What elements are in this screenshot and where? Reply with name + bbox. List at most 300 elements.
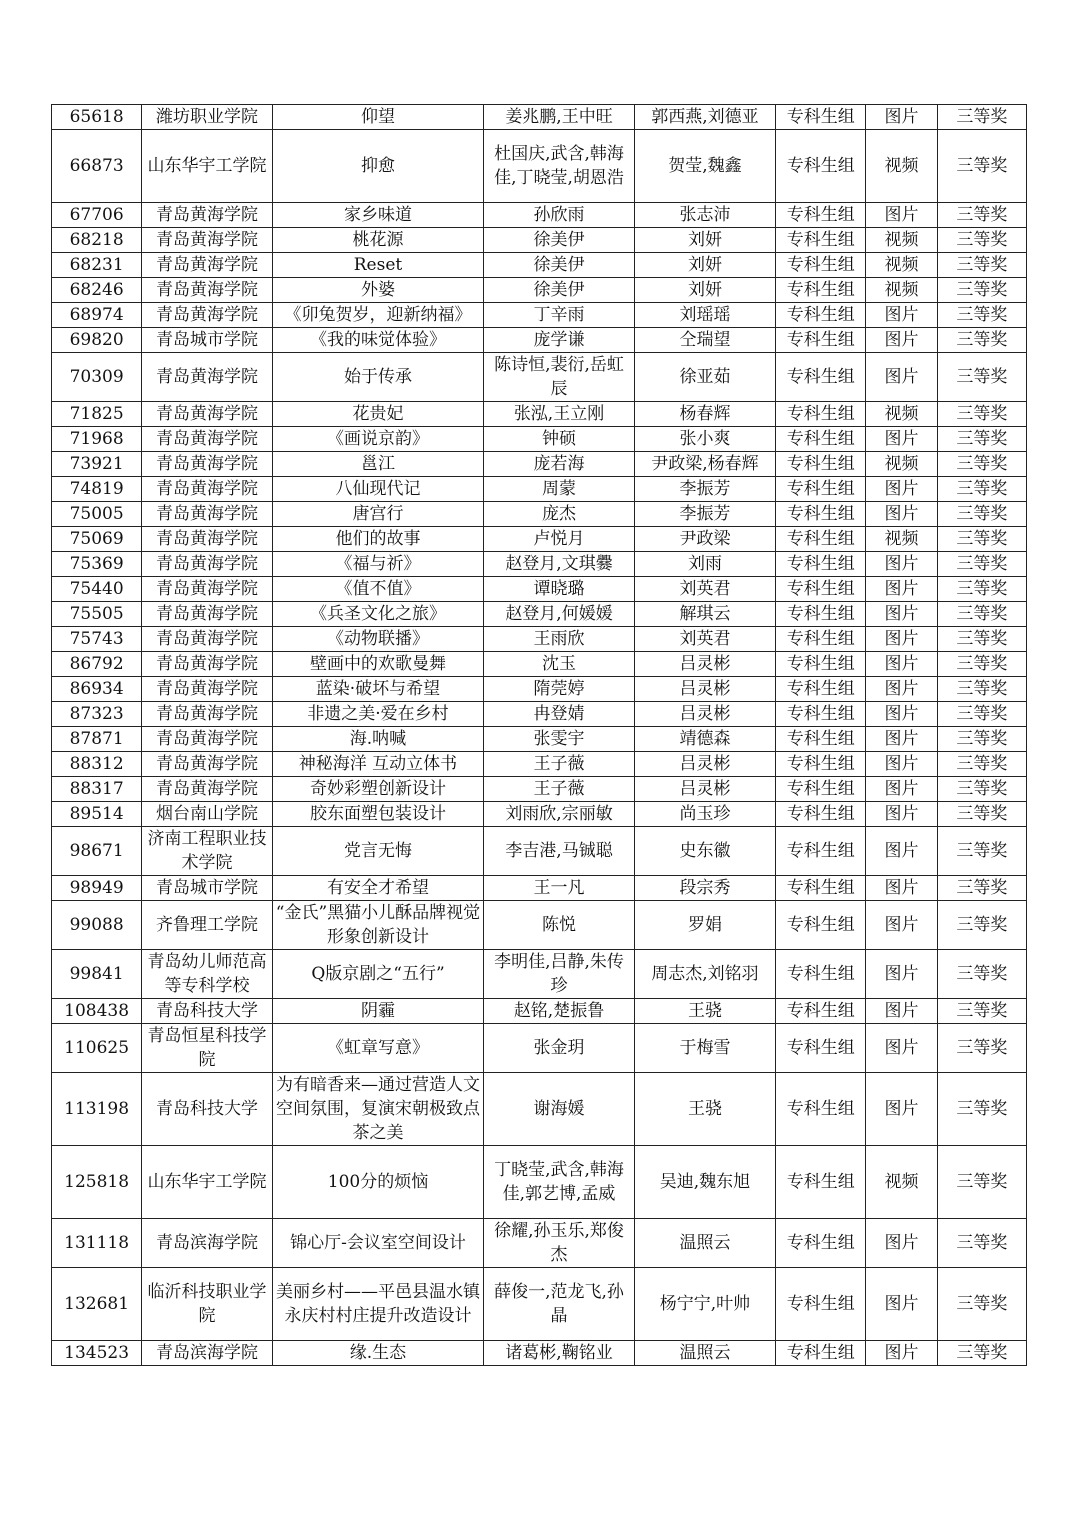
cell-authors: 谢海媛 (484, 1073, 634, 1146)
cell-advisors: 段宗秀 (634, 876, 775, 901)
table-row (52, 105, 1027, 130)
table-row (52, 1341, 1027, 1366)
cell-group: 专科生组 (776, 802, 866, 827)
table-row (52, 727, 1027, 752)
cell-entry-id: 75069 (52, 527, 142, 552)
table-row (52, 527, 1027, 552)
cell-group: 专科生组 (776, 477, 866, 502)
cell-award: 三等奖 (937, 1073, 1026, 1146)
cell-entry-id: 125818 (52, 1146, 142, 1219)
cell-school: 青岛黄海学院 (142, 702, 272, 727)
cell-group: 专科生组 (776, 1219, 866, 1268)
cell-award: 三等奖 (937, 652, 1026, 677)
cell-entry-id: 74819 (52, 477, 142, 502)
cell-authors: 周蒙 (484, 477, 634, 502)
cell-school: 临沂科技职业学院 (142, 1268, 272, 1341)
cell-advisors: 杨春辉 (634, 402, 775, 427)
cell-award: 三等奖 (937, 502, 1026, 527)
cell-category: 图片 (866, 577, 937, 602)
cell-advisors: 仝瑞望 (634, 328, 775, 353)
cell-award: 三等奖 (937, 876, 1026, 901)
cell-award: 三等奖 (937, 727, 1026, 752)
cell-work-title: 胶东面塑包装设计 (272, 802, 484, 827)
table-row (52, 677, 1027, 702)
cell-award: 三等奖 (937, 353, 1026, 402)
cell-advisors: 刘英君 (634, 577, 775, 602)
cell-advisors: 吕灵彬 (634, 752, 775, 777)
cell-work-title: 邕江 (272, 452, 484, 477)
cell-work-title: 海.呐喊 (272, 727, 484, 752)
cell-entry-id: 108438 (52, 999, 142, 1024)
cell-entry-id: 70309 (52, 353, 142, 402)
cell-category: 视频 (866, 527, 937, 552)
cell-authors: 姜兆鹏,王中旺 (484, 105, 634, 130)
cell-award: 三等奖 (937, 827, 1026, 876)
cell-award: 三等奖 (937, 1146, 1026, 1219)
table-row (52, 353, 1027, 402)
cell-work-title: 《福与祈》 (272, 552, 484, 577)
cell-award: 三等奖 (937, 203, 1026, 228)
cell-entry-id: 87871 (52, 727, 142, 752)
cell-category: 图片 (866, 876, 937, 901)
cell-advisors: 刘妍 (634, 228, 775, 253)
cell-group: 专科生组 (776, 652, 866, 677)
cell-school: 青岛黄海学院 (142, 502, 272, 527)
cell-school: 青岛黄海学院 (142, 303, 272, 328)
cell-award: 三等奖 (937, 130, 1026, 203)
cell-authors: 赵登月,文琪爨 (484, 552, 634, 577)
table-row (52, 427, 1027, 452)
cell-work-title: 仰望 (272, 105, 484, 130)
cell-school: 青岛黄海学院 (142, 527, 272, 552)
cell-award: 三等奖 (937, 752, 1026, 777)
cell-award: 三等奖 (937, 901, 1026, 950)
cell-work-title: 奇妙彩塑创新设计 (272, 777, 484, 802)
cell-work-title: 外婆 (272, 278, 484, 303)
cell-entry-id: 68246 (52, 278, 142, 303)
cell-school: 齐鲁理工学院 (142, 901, 272, 950)
cell-school: 青岛黄海学院 (142, 652, 272, 677)
cell-advisors: 尹政梁 (634, 527, 775, 552)
table-row (52, 1268, 1027, 1341)
cell-authors: 王雨欣 (484, 627, 634, 652)
cell-entry-id: 113198 (52, 1073, 142, 1146)
cell-category: 图片 (866, 602, 937, 627)
cell-authors: 赵登月,何媛媛 (484, 602, 634, 627)
cell-school: 山东华宇工学院 (142, 130, 272, 203)
cell-authors: 丁晓莹,武含,韩海佳,郭艺博,孟威 (484, 1146, 634, 1219)
cell-work-title: Reset (272, 253, 484, 278)
cell-entry-id: 88317 (52, 777, 142, 802)
cell-category: 图片 (866, 950, 937, 999)
cell-group: 专科生组 (776, 950, 866, 999)
table-row (52, 777, 1027, 802)
cell-school: 青岛黄海学院 (142, 353, 272, 402)
cell-authors: 冉登婧 (484, 702, 634, 727)
cell-entry-id: 86792 (52, 652, 142, 677)
table-row (52, 452, 1027, 477)
cell-entry-id: 73921 (52, 452, 142, 477)
cell-authors: 张泓,王立刚 (484, 402, 634, 427)
cell-category: 视频 (866, 253, 937, 278)
cell-entry-id: 131118 (52, 1219, 142, 1268)
cell-school: 青岛城市学院 (142, 328, 272, 353)
cell-entry-id: 99841 (52, 950, 142, 999)
cell-group: 专科生组 (776, 999, 866, 1024)
cell-advisors: 于梅雪 (634, 1024, 775, 1073)
table-row (52, 328, 1027, 353)
cell-work-title: 神秘海洋 互动立体书 (272, 752, 484, 777)
cell-entry-id: 132681 (52, 1268, 142, 1341)
cell-advisors: 吕灵彬 (634, 702, 775, 727)
cell-school: 潍坊职业学院 (142, 105, 272, 130)
cell-authors: 徐美伊 (484, 228, 634, 253)
cell-authors: 丁辛雨 (484, 303, 634, 328)
cell-entry-id: 69820 (52, 328, 142, 353)
cell-award: 三等奖 (937, 777, 1026, 802)
cell-award: 三等奖 (937, 105, 1026, 130)
cell-entry-id: 75505 (52, 602, 142, 627)
cell-category: 图片 (866, 477, 937, 502)
cell-work-title: 有安全才希望 (272, 876, 484, 901)
cell-authors: 王子薇 (484, 752, 634, 777)
cell-advisors: 杨宁宁,叶帅 (634, 1268, 775, 1341)
cell-category: 图片 (866, 802, 937, 827)
table-row (52, 402, 1027, 427)
cell-school: 烟台南山学院 (142, 802, 272, 827)
cell-authors: 沈玉 (484, 652, 634, 677)
cell-category: 视频 (866, 1146, 937, 1219)
cell-award: 三等奖 (937, 1268, 1026, 1341)
cell-advisors: 史东徽 (634, 827, 775, 876)
table-row (52, 278, 1027, 303)
cell-advisors: 李振芳 (634, 477, 775, 502)
cell-work-title: 八仙现代记 (272, 477, 484, 502)
cell-award: 三等奖 (937, 328, 1026, 353)
cell-work-title: 《动物联播》 (272, 627, 484, 652)
cell-entry-id: 86934 (52, 677, 142, 702)
table-row (52, 1024, 1027, 1073)
table-row (52, 652, 1027, 677)
cell-award: 三等奖 (937, 627, 1026, 652)
cell-group: 专科生组 (776, 1073, 866, 1146)
cell-school: 青岛黄海学院 (142, 427, 272, 452)
cell-category: 视频 (866, 278, 937, 303)
cell-group: 专科生组 (776, 752, 866, 777)
cell-work-title: 壁画中的欢歌曼舞 (272, 652, 484, 677)
cell-category: 视频 (866, 130, 937, 203)
cell-entry-id: 98671 (52, 827, 142, 876)
table-row (52, 950, 1027, 999)
cell-work-title: 《卯兔贺岁，迎新纳福》 (272, 303, 484, 328)
cell-group: 专科生组 (776, 627, 866, 652)
cell-award: 三等奖 (937, 602, 1026, 627)
cell-work-title: Q版京剧之“五行” (272, 950, 484, 999)
cell-group: 专科生组 (776, 901, 866, 950)
cell-advisors: 吕灵彬 (634, 677, 775, 702)
cell-award: 三等奖 (937, 1341, 1026, 1366)
cell-entry-id: 65618 (52, 105, 142, 130)
cell-category: 图片 (866, 652, 937, 677)
cell-advisors: 解琪云 (634, 602, 775, 627)
cell-school: 青岛黄海学院 (142, 752, 272, 777)
cell-authors: 徐美伊 (484, 253, 634, 278)
cell-advisors: 罗娟 (634, 901, 775, 950)
table-row (52, 228, 1027, 253)
cell-group: 专科生组 (776, 452, 866, 477)
cell-authors: 卢悦月 (484, 527, 634, 552)
cell-work-title: 党言无悔 (272, 827, 484, 876)
cell-school: 青岛幼儿师范高等专科学校 (142, 950, 272, 999)
cell-advisors: 周志杰,刘铭羽 (634, 950, 775, 999)
cell-authors: 张雯宇 (484, 727, 634, 752)
cell-advisors: 吴迪,魏东旭 (634, 1146, 775, 1219)
table-row (52, 502, 1027, 527)
cell-category: 图片 (866, 1268, 937, 1341)
cell-entry-id: 98949 (52, 876, 142, 901)
cell-group: 专科生组 (776, 353, 866, 402)
cell-category: 图片 (866, 1219, 937, 1268)
cell-school: 青岛科技大学 (142, 1073, 272, 1146)
cell-group: 专科生组 (776, 876, 866, 901)
table-row (52, 702, 1027, 727)
cell-category: 图片 (866, 677, 937, 702)
cell-category: 图片 (866, 752, 937, 777)
cell-entry-id: 89514 (52, 802, 142, 827)
cell-authors: 诸葛彬,鞠铭业 (484, 1341, 634, 1366)
cell-work-title: 始于传承 (272, 353, 484, 402)
table-row (52, 827, 1027, 876)
cell-group: 专科生组 (776, 253, 866, 278)
cell-group: 专科生组 (776, 602, 866, 627)
cell-group: 专科生组 (776, 203, 866, 228)
cell-advisors: 靖德森 (634, 727, 775, 752)
cell-entry-id: 88312 (52, 752, 142, 777)
cell-entry-id: 75005 (52, 502, 142, 527)
cell-advisors: 贺莹,魏鑫 (634, 130, 775, 203)
cell-school: 青岛黄海学院 (142, 452, 272, 477)
cell-authors: 陈诗恒,裴衍,岳虹辰 (484, 353, 634, 402)
cell-entry-id: 71968 (52, 427, 142, 452)
cell-award: 三等奖 (937, 278, 1026, 303)
table-row (52, 577, 1027, 602)
cell-school: 青岛恒星科技学院 (142, 1024, 272, 1073)
cell-group: 专科生组 (776, 827, 866, 876)
cell-category: 图片 (866, 552, 937, 577)
cell-category: 图片 (866, 105, 937, 130)
cell-work-title: “金氏”黑猫小儿酥品牌视觉形象创新设计 (272, 901, 484, 950)
cell-entry-id: 134523 (52, 1341, 142, 1366)
cell-award: 三等奖 (937, 677, 1026, 702)
cell-award: 三等奖 (937, 552, 1026, 577)
cell-school: 青岛黄海学院 (142, 477, 272, 502)
cell-advisors: 温照云 (634, 1219, 775, 1268)
table-row (52, 802, 1027, 827)
table-row (52, 1073, 1027, 1146)
cell-advisors: 郭西燕,刘德亚 (634, 105, 775, 130)
cell-category: 图片 (866, 777, 937, 802)
cell-authors: 赵铭,楚振鲁 (484, 999, 634, 1024)
cell-category: 图片 (866, 303, 937, 328)
cell-entry-id: 110625 (52, 1024, 142, 1073)
cell-work-title: 《值不值》 (272, 577, 484, 602)
cell-group: 专科生组 (776, 1024, 866, 1073)
cell-group: 专科生组 (776, 702, 866, 727)
cell-entry-id: 68218 (52, 228, 142, 253)
cell-award: 三等奖 (937, 1219, 1026, 1268)
cell-work-title: 《虹章写意》 (272, 1024, 484, 1073)
cell-category: 图片 (866, 901, 937, 950)
cell-work-title: 抑愈 (272, 130, 484, 203)
cell-authors: 李明佳,吕静,朱传珍 (484, 950, 634, 999)
cell-entry-id: 67706 (52, 203, 142, 228)
cell-award: 三等奖 (937, 1024, 1026, 1073)
cell-school: 青岛黄海学院 (142, 602, 272, 627)
cell-award: 三等奖 (937, 303, 1026, 328)
cell-award: 三等奖 (937, 577, 1026, 602)
awards-table (51, 104, 1027, 1366)
table-row (52, 203, 1027, 228)
cell-advisors: 刘瑶瑶 (634, 303, 775, 328)
cell-work-title: 花贵妃 (272, 402, 484, 427)
cell-advisors: 尚玉珍 (634, 802, 775, 827)
cell-category: 视频 (866, 452, 937, 477)
cell-authors: 刘雨欣,宗丽敏 (484, 802, 634, 827)
cell-authors: 庞杰 (484, 502, 634, 527)
cell-group: 专科生组 (776, 527, 866, 552)
cell-entry-id: 68974 (52, 303, 142, 328)
cell-group: 专科生组 (776, 427, 866, 452)
cell-entry-id: 75440 (52, 577, 142, 602)
cell-school: 青岛黄海学院 (142, 727, 272, 752)
table-row (52, 130, 1027, 203)
cell-award: 三等奖 (937, 452, 1026, 477)
cell-group: 专科生组 (776, 105, 866, 130)
cell-work-title: 桃花源 (272, 228, 484, 253)
cell-authors: 张金玥 (484, 1024, 634, 1073)
table-row (52, 901, 1027, 950)
cell-authors: 李吉港,马铖聪 (484, 827, 634, 876)
cell-category: 图片 (866, 702, 937, 727)
cell-group: 专科生组 (776, 130, 866, 203)
cell-group: 专科生组 (776, 777, 866, 802)
cell-work-title: 非遗之美·爱在乡村 (272, 702, 484, 727)
cell-category: 图片 (866, 1341, 937, 1366)
cell-work-title: 《我的味觉体验》 (272, 328, 484, 353)
cell-work-title: 阴霾 (272, 999, 484, 1024)
table-row (52, 1219, 1027, 1268)
cell-advisors: 徐亚茹 (634, 353, 775, 402)
cell-work-title: 100分的烦恼 (272, 1146, 484, 1219)
table-row (52, 602, 1027, 627)
cell-school: 青岛黄海学院 (142, 203, 272, 228)
cell-authors: 薛俊一,范龙飞,孙晶 (484, 1268, 634, 1341)
cell-category: 图片 (866, 827, 937, 876)
cell-school: 青岛黄海学院 (142, 777, 272, 802)
cell-category: 图片 (866, 1024, 937, 1073)
table-row (52, 1146, 1027, 1219)
cell-category: 图片 (866, 203, 937, 228)
table-row (52, 303, 1027, 328)
cell-advisors: 张志沛 (634, 203, 775, 228)
cell-category: 图片 (866, 1073, 937, 1146)
cell-category: 图片 (866, 328, 937, 353)
cell-award: 三等奖 (937, 950, 1026, 999)
cell-group: 专科生组 (776, 677, 866, 702)
table-row (52, 752, 1027, 777)
awards-table-body (52, 105, 1027, 1366)
cell-award: 三等奖 (937, 253, 1026, 278)
cell-category: 图片 (866, 353, 937, 402)
cell-category: 视频 (866, 228, 937, 253)
cell-school: 青岛黄海学院 (142, 552, 272, 577)
cell-school: 青岛黄海学院 (142, 677, 272, 702)
cell-authors: 王一凡 (484, 876, 634, 901)
cell-award: 三等奖 (937, 402, 1026, 427)
cell-group: 专科生组 (776, 1146, 866, 1219)
cell-work-title: 家乡味道 (272, 203, 484, 228)
cell-school: 济南工程职业技术学院 (142, 827, 272, 876)
cell-authors: 钟硕 (484, 427, 634, 452)
cell-school: 山东华宇工学院 (142, 1146, 272, 1219)
cell-entry-id: 87323 (52, 702, 142, 727)
cell-authors: 谭晓璐 (484, 577, 634, 602)
cell-award: 三等奖 (937, 228, 1026, 253)
cell-authors: 徐耀,孙玉乐,郑俊杰 (484, 1219, 634, 1268)
cell-award: 三等奖 (937, 702, 1026, 727)
cell-entry-id: 75369 (52, 552, 142, 577)
cell-work-title: 《画说京韵》 (272, 427, 484, 452)
cell-authors: 陈悦 (484, 901, 634, 950)
cell-work-title: 唐宫行 (272, 502, 484, 527)
table-row (52, 627, 1027, 652)
cell-work-title: 《兵圣文化之旅》 (272, 602, 484, 627)
cell-category: 图片 (866, 999, 937, 1024)
table-row (52, 552, 1027, 577)
cell-award: 三等奖 (937, 527, 1026, 552)
cell-work-title: 他们的故事 (272, 527, 484, 552)
cell-award: 三等奖 (937, 802, 1026, 827)
cell-authors: 孙欣雨 (484, 203, 634, 228)
cell-advisors: 王骁 (634, 999, 775, 1024)
cell-advisors: 温照云 (634, 1341, 775, 1366)
cell-category: 视频 (866, 402, 937, 427)
cell-group: 专科生组 (776, 577, 866, 602)
cell-award: 三等奖 (937, 427, 1026, 452)
cell-school: 青岛城市学院 (142, 876, 272, 901)
cell-work-title: 美丽乡村——平邑县温水镇永庆村村庄提升改造设计 (272, 1268, 484, 1341)
cell-group: 专科生组 (776, 303, 866, 328)
cell-group: 专科生组 (776, 228, 866, 253)
cell-school: 青岛黄海学院 (142, 402, 272, 427)
cell-advisors: 刘英君 (634, 627, 775, 652)
cell-authors: 庞学谦 (484, 328, 634, 353)
cell-advisors: 刘雨 (634, 552, 775, 577)
cell-school: 青岛滨海学院 (142, 1219, 272, 1268)
cell-school: 青岛黄海学院 (142, 253, 272, 278)
cell-school: 青岛科技大学 (142, 999, 272, 1024)
cell-group: 专科生组 (776, 502, 866, 527)
cell-group: 专科生组 (776, 1341, 866, 1366)
cell-work-title: 缘.生态 (272, 1341, 484, 1366)
cell-category: 图片 (866, 727, 937, 752)
cell-entry-id: 75743 (52, 627, 142, 652)
cell-award: 三等奖 (937, 999, 1026, 1024)
cell-authors: 徐美伊 (484, 278, 634, 303)
cell-entry-id: 99088 (52, 901, 142, 950)
cell-group: 专科生组 (776, 552, 866, 577)
table-row (52, 253, 1027, 278)
